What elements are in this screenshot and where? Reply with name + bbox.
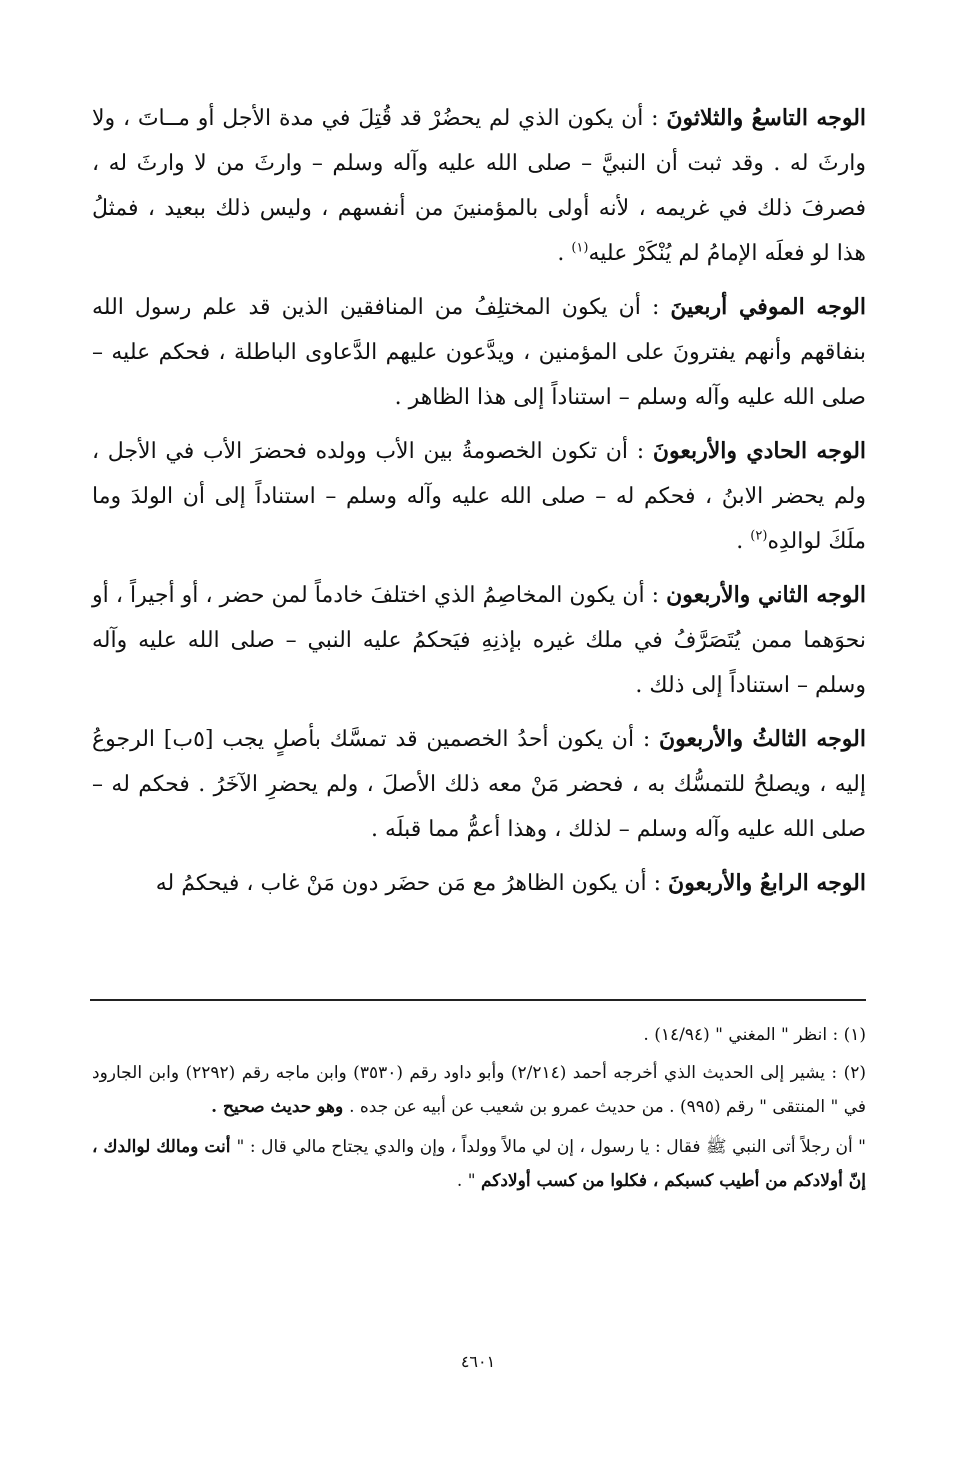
paragraph-heading: الوجه الحادي والأربعونَ: [652, 438, 867, 464]
paragraph-heading: الوجه الثالثُ والأربعونَ: [658, 726, 866, 752]
paragraph-text: : أن يكون المختلِفُ من المنافقين الذين قد علم رسول الله بنفاقهم وأنهم يفترونَ على المؤمنين ، ويدَّعون عليهم الدَّعاوى الباطلة ، فحكم عليه – صلى الله عليه وآله وسلم – استناداً إلى هذا الظاهر .: [92, 295, 866, 410]
paragraph-43: [92, 717, 866, 852]
paragraph-40: [92, 285, 866, 420]
paragraph-44: [92, 861, 866, 906]
hadith-quote: [92, 1130, 866, 1198]
paragraph-heading: الوجه الموفي أربعينَ: [670, 294, 866, 320]
footnote-ref-2[interactable]: (٢): [750, 528, 768, 544]
paragraph-tail: .: [736, 529, 751, 554]
paragraph-text: : أن يكون الظاهرُ مع مَن حضَر دون مَنْ غاب ، فيحكمُ له: [155, 871, 669, 896]
paragraph-heading: الوجه الثاني والأربعون: [666, 582, 866, 608]
paragraph-39: [92, 96, 866, 276]
footnote-divider: [90, 999, 866, 1001]
paragraph-42: [92, 573, 866, 708]
footnotes: [92, 1018, 866, 1198]
page-number: ٤٦٠١: [460, 1352, 496, 1371]
paragraph-tail: .: [557, 241, 572, 266]
hadith-quote-bold: أنت ومالك لوالدك ، إنّ أولادكم من أطيب كسبكم ، فكلوا من كسب أولادكم: [92, 1137, 866, 1191]
paragraph-text: : أن يكون أحدُ الخصمين قد تمسَّك بأصلٍ يجب [٥ب] الرجوعُ إليه ، ويصلحُ للتمسُّك به ، فحضر مَنْ معه ذلك الأصلَ ، ولم يحضرِ الآخَرُ . فحكم له – صلى الله عليه وآله وسلم – لذلك ، وهذا أعمُّ مما قبلَه .: [92, 727, 866, 842]
paragraph-text: : أن تكون الخصومةُ بين الأب وولده فحضرَ الأب في الأجل ، ولم يحضر الابنُ ، فحكم له – صلى الله عليه وآله وسلم – استناداً إلى أن الولدَ وما ملَكَ لوالدِه: [92, 439, 866, 554]
footnote-2-text: (٢) : يشير إلى الحديث الذي أخرجه أحمد (٢/٢١٤) وأبو داود رقم (٣٥٣٠) وابن ماجه رقم (٢٢٩٢) وابن الجارود في " المنتقى " رقم (٩٩٥) . من حديث عمرو بن شعيب عن أبيه عن جده .: [92, 1063, 866, 1117]
paragraph-41: [92, 429, 866, 564]
paragraph-heading: الوجه الرابعُ والأربعونَ: [668, 870, 866, 896]
paragraph-heading: الوجه التاسعُ والثلاثونَ: [666, 105, 867, 131]
main-text: [92, 96, 866, 915]
hadith-quote-tail: " .: [456, 1171, 481, 1191]
paragraph-text: : أن يكون المخاصِمُ الذي اختلفَ خادماً لمن حضر ، أو أجيراً ، أو نحوَهما ممن يُتَصَرَّفُ في ملك غيره بإذنِهِ فيَحكمُ عليه النبي – صلى الله عليه وآله وسلم – استناداً إلى ذلك .: [92, 583, 866, 698]
hadith-quote-text: " أن رجلاً أتى النبي ﷺ فقال : يا رسول ، إن لي مالاً وولداً ، وإن والدي يجتاح مالي قال : ": [236, 1137, 866, 1157]
footnote-2: [92, 1056, 866, 1124]
footnote-ref-1[interactable]: (١): [571, 240, 589, 256]
footnote-2-grading: وهو حديث صحيح .: [211, 1097, 350, 1117]
paragraph-text: : أن يكون الذي لم يحضُرْ قد قُتِلَ في مدة الأجل أو مــاتَ ، ولا وارثَ له . وقد ثبت أن النبيَّ – صلى الله عليه وآله وسلم – وارثَ من لا وارثَ له ، فصرفَ ذلك في غريمه ، لأنه أولى بالمؤمنينَ من أنفسهم ، وليس ذلك ببعيد ، فمثلُ هذا لو فعلَه الإمامُ لم يُنْكَرْ عليه: [92, 106, 866, 266]
footnote-1: (١) : انظر " المغني " (١٤/٩٤) .: [643, 1025, 866, 1045]
